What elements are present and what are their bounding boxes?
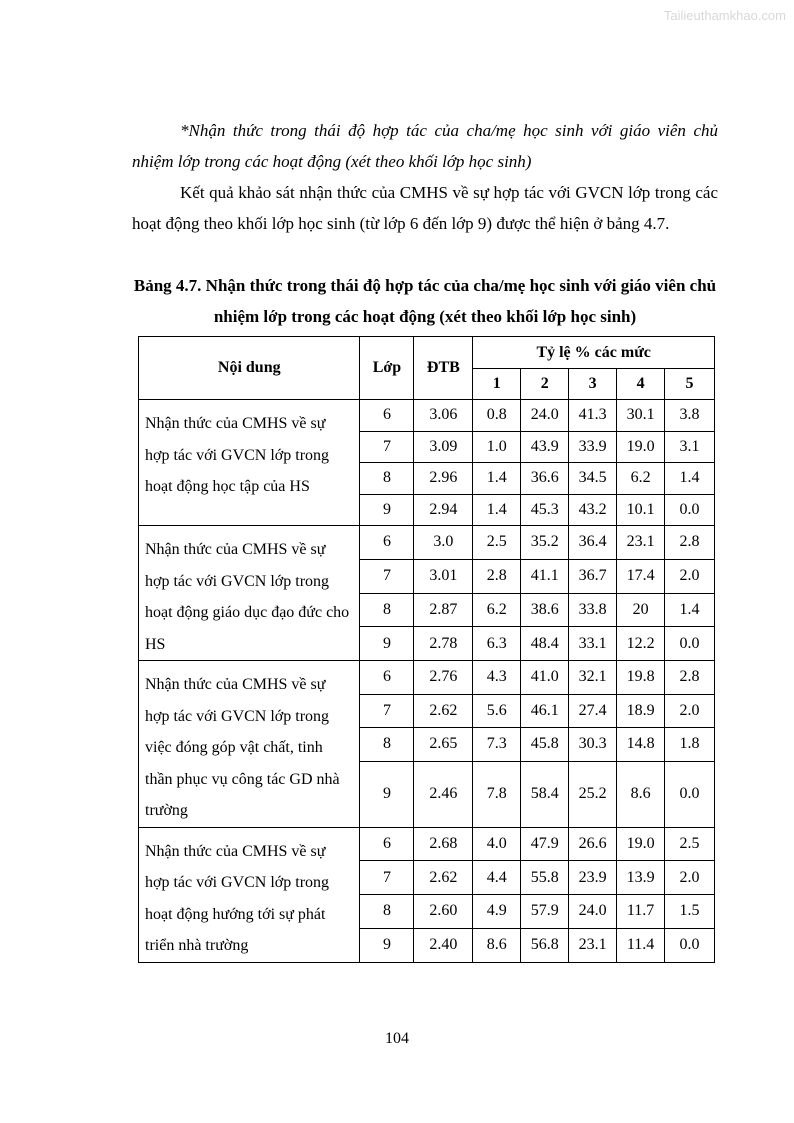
cell-mean: 2.62 <box>414 861 473 895</box>
cell-percent: 1.4 <box>473 494 521 526</box>
cell-mean: 3.0 <box>414 526 473 560</box>
cell-mean: 2.87 <box>414 593 473 627</box>
cell-mean: 2.78 <box>414 627 473 661</box>
cell-mean: 2.40 <box>414 928 473 962</box>
cell-grade: 8 <box>360 593 414 627</box>
cell-percent: 2.8 <box>665 526 715 560</box>
cell-percent: 3.1 <box>665 431 715 463</box>
cell-percent: 4.4 <box>473 861 521 895</box>
header-level: 1 <box>473 369 521 400</box>
header-level: 4 <box>617 369 665 400</box>
cell-percent: 1.0 <box>473 431 521 463</box>
header-level: 2 <box>521 369 569 400</box>
cell-percent: 46.1 <box>521 694 569 728</box>
cell-percent: 8.6 <box>617 761 665 827</box>
cell-percent: 41.0 <box>521 661 569 695</box>
cell-mean: 2.76 <box>414 661 473 695</box>
cell-percent: 34.5 <box>569 463 617 495</box>
cell-percent: 4.9 <box>473 895 521 929</box>
cell-percent: 36.7 <box>569 559 617 593</box>
cell-mean: 2.60 <box>414 895 473 929</box>
header-content: Nội dung <box>139 337 360 400</box>
cell-percent: 0.0 <box>665 761 715 827</box>
cell-percent: 4.0 <box>473 827 521 861</box>
data-table <box>138 336 715 963</box>
cell-mean: 3.01 <box>414 559 473 593</box>
cell-percent: 33.8 <box>569 593 617 627</box>
cell-grade: 8 <box>360 895 414 929</box>
cell-percent: 19.0 <box>617 431 665 463</box>
cell-percent: 20 <box>617 593 665 627</box>
cell-percent: 47.9 <box>521 827 569 861</box>
cell-percent: 2.0 <box>665 694 715 728</box>
cell-percent: 35.2 <box>521 526 569 560</box>
header-percent-group: Tỷ lệ % các mức <box>473 337 715 369</box>
cell-percent: 23.1 <box>617 526 665 560</box>
cell-percent: 0.0 <box>665 928 715 962</box>
cell-percent: 41.1 <box>521 559 569 593</box>
cell-grade: 9 <box>360 627 414 661</box>
cell-percent: 1.8 <box>665 728 715 762</box>
cell-percent: 58.4 <box>521 761 569 827</box>
cell-percent: 0.8 <box>473 400 521 432</box>
cell-percent: 17.4 <box>617 559 665 593</box>
cell-percent: 33.1 <box>569 627 617 661</box>
cell-percent: 12.2 <box>617 627 665 661</box>
cell-percent: 2.5 <box>665 827 715 861</box>
cell-mean: 2.46 <box>414 761 473 827</box>
header-mean: ĐTB <box>414 337 473 400</box>
cell-percent: 19.0 <box>617 827 665 861</box>
cell-percent: 13.9 <box>617 861 665 895</box>
cell-percent: 36.6 <box>521 463 569 495</box>
cell-percent: 57.9 <box>521 895 569 929</box>
cell-percent: 23.1 <box>569 928 617 962</box>
cell-percent: 48.4 <box>521 627 569 661</box>
body-paragraph: Kết quả khảo sát nhận thức của CMHS về sự hợp tác với GVCN lớp trong các hoạt động theo khối lớp học sinh (từ lớp 6 đến lớp 9) được thể hiện ở bảng 4.7. <box>132 183 718 233</box>
cell-percent: 3.8 <box>665 400 715 432</box>
cell-grade: 9 <box>360 761 414 827</box>
cell-percent: 7.3 <box>473 728 521 762</box>
cell-percent: 14.8 <box>617 728 665 762</box>
cell-percent: 0.0 <box>665 627 715 661</box>
header-level: 3 <box>569 369 617 400</box>
cell-percent: 38.6 <box>521 593 569 627</box>
cell-percent: 43.2 <box>569 494 617 526</box>
cell-percent: 24.0 <box>569 895 617 929</box>
cell-percent: 45.3 <box>521 494 569 526</box>
cell-grade: 6 <box>360 827 414 861</box>
cell-grade: 9 <box>360 494 414 526</box>
table-row <box>139 526 715 560</box>
table-body <box>139 400 715 963</box>
cell-percent: 4.3 <box>473 661 521 695</box>
row-content-label: Nhận thức của CMHS về sự hợp tác với GVCN lớp trong hoạt động giáo dục đạo đức cho HS <box>139 526 360 661</box>
cell-percent: 11.4 <box>617 928 665 962</box>
cell-percent: 5.6 <box>473 694 521 728</box>
cell-percent: 18.9 <box>617 694 665 728</box>
cell-percent: 45.8 <box>521 728 569 762</box>
cell-percent: 7.8 <box>473 761 521 827</box>
cell-mean: 2.94 <box>414 494 473 526</box>
cell-mean: 2.62 <box>414 694 473 728</box>
cell-mean: 2.65 <box>414 728 473 762</box>
cell-percent: 56.8 <box>521 928 569 962</box>
cell-percent: 30.3 <box>569 728 617 762</box>
cell-grade: 6 <box>360 526 414 560</box>
header-grade: Lớp <box>360 337 414 400</box>
cell-percent: 2.8 <box>665 661 715 695</box>
cell-percent: 30.1 <box>617 400 665 432</box>
cell-grade: 7 <box>360 431 414 463</box>
cell-grade: 8 <box>360 728 414 762</box>
cell-percent: 10.1 <box>617 494 665 526</box>
cell-percent: 1.4 <box>473 463 521 495</box>
row-content-label: Nhận thức của CMHS về sự hợp tác với GVCN lớp trong việc đóng góp vật chất, tinh thần phục vụ công tác GD nhà trường <box>139 661 360 828</box>
cell-percent: 2.5 <box>473 526 521 560</box>
cell-percent: 27.4 <box>569 694 617 728</box>
cell-mean: 2.96 <box>414 463 473 495</box>
cell-percent: 8.6 <box>473 928 521 962</box>
cell-percent: 11.7 <box>617 895 665 929</box>
cell-grade: 7 <box>360 694 414 728</box>
cell-percent: 6.2 <box>617 463 665 495</box>
table-row <box>139 661 715 695</box>
cell-percent: 26.6 <box>569 827 617 861</box>
cell-grade: 9 <box>360 928 414 962</box>
cell-mean: 2.68 <box>414 827 473 861</box>
cell-percent: 19.8 <box>617 661 665 695</box>
cell-grade: 6 <box>360 400 414 432</box>
cell-grade: 6 <box>360 661 414 695</box>
row-content-label: Nhận thức của CMHS về sự hợp tác với GVCN lớp trong hoạt động học tập của HS <box>139 400 360 526</box>
watermark: Tailieuthamkhao.com <box>663 8 786 23</box>
cell-grade: 7 <box>360 861 414 895</box>
cell-percent: 1.5 <box>665 895 715 929</box>
cell-percent: 6.2 <box>473 593 521 627</box>
table-row <box>139 400 715 432</box>
table-caption: Bảng 4.7. Nhận thức trong thái độ hợp tác của cha/mẹ học sinh với giáo viên chủ nhiệm lớp trong các hoạt động (xét theo khối lớp học sinh) <box>133 276 717 326</box>
cell-percent: 2.0 <box>665 861 715 895</box>
cell-percent: 1.4 <box>665 463 715 495</box>
cell-grade: 8 <box>360 463 414 495</box>
table-row <box>139 827 715 861</box>
cell-percent: 0.0 <box>665 494 715 526</box>
cell-mean: 3.09 <box>414 431 473 463</box>
cell-percent: 36.4 <box>569 526 617 560</box>
cell-grade: 7 <box>360 559 414 593</box>
cell-percent: 1.4 <box>665 593 715 627</box>
row-content-label: Nhận thức của CMHS về sự hợp tác với GVCN lớp trong hoạt động hướng tới sự phát triển nhà trường <box>139 827 360 962</box>
cell-percent: 32.1 <box>569 661 617 695</box>
cell-percent: 55.8 <box>521 861 569 895</box>
cell-percent: 2.0 <box>665 559 715 593</box>
cell-percent: 33.9 <box>569 431 617 463</box>
cell-percent: 24.0 <box>521 400 569 432</box>
cell-percent: 25.2 <box>569 761 617 827</box>
header-level: 5 <box>665 369 715 400</box>
cell-percent: 43.9 <box>521 431 569 463</box>
section-heading: *Nhận thức trong thái độ hợp tác của cha/mẹ học sinh với giáo viên chủ nhiệm lớp trong các hoạt động (xét theo khối lớp học sinh) <box>132 121 718 171</box>
cell-percent: 6.3 <box>473 627 521 661</box>
cell-mean: 3.06 <box>414 400 473 432</box>
cell-percent: 23.9 <box>569 861 617 895</box>
page-number: 104 <box>385 1030 409 1047</box>
cell-percent: 2.8 <box>473 559 521 593</box>
cell-percent: 41.3 <box>569 400 617 432</box>
